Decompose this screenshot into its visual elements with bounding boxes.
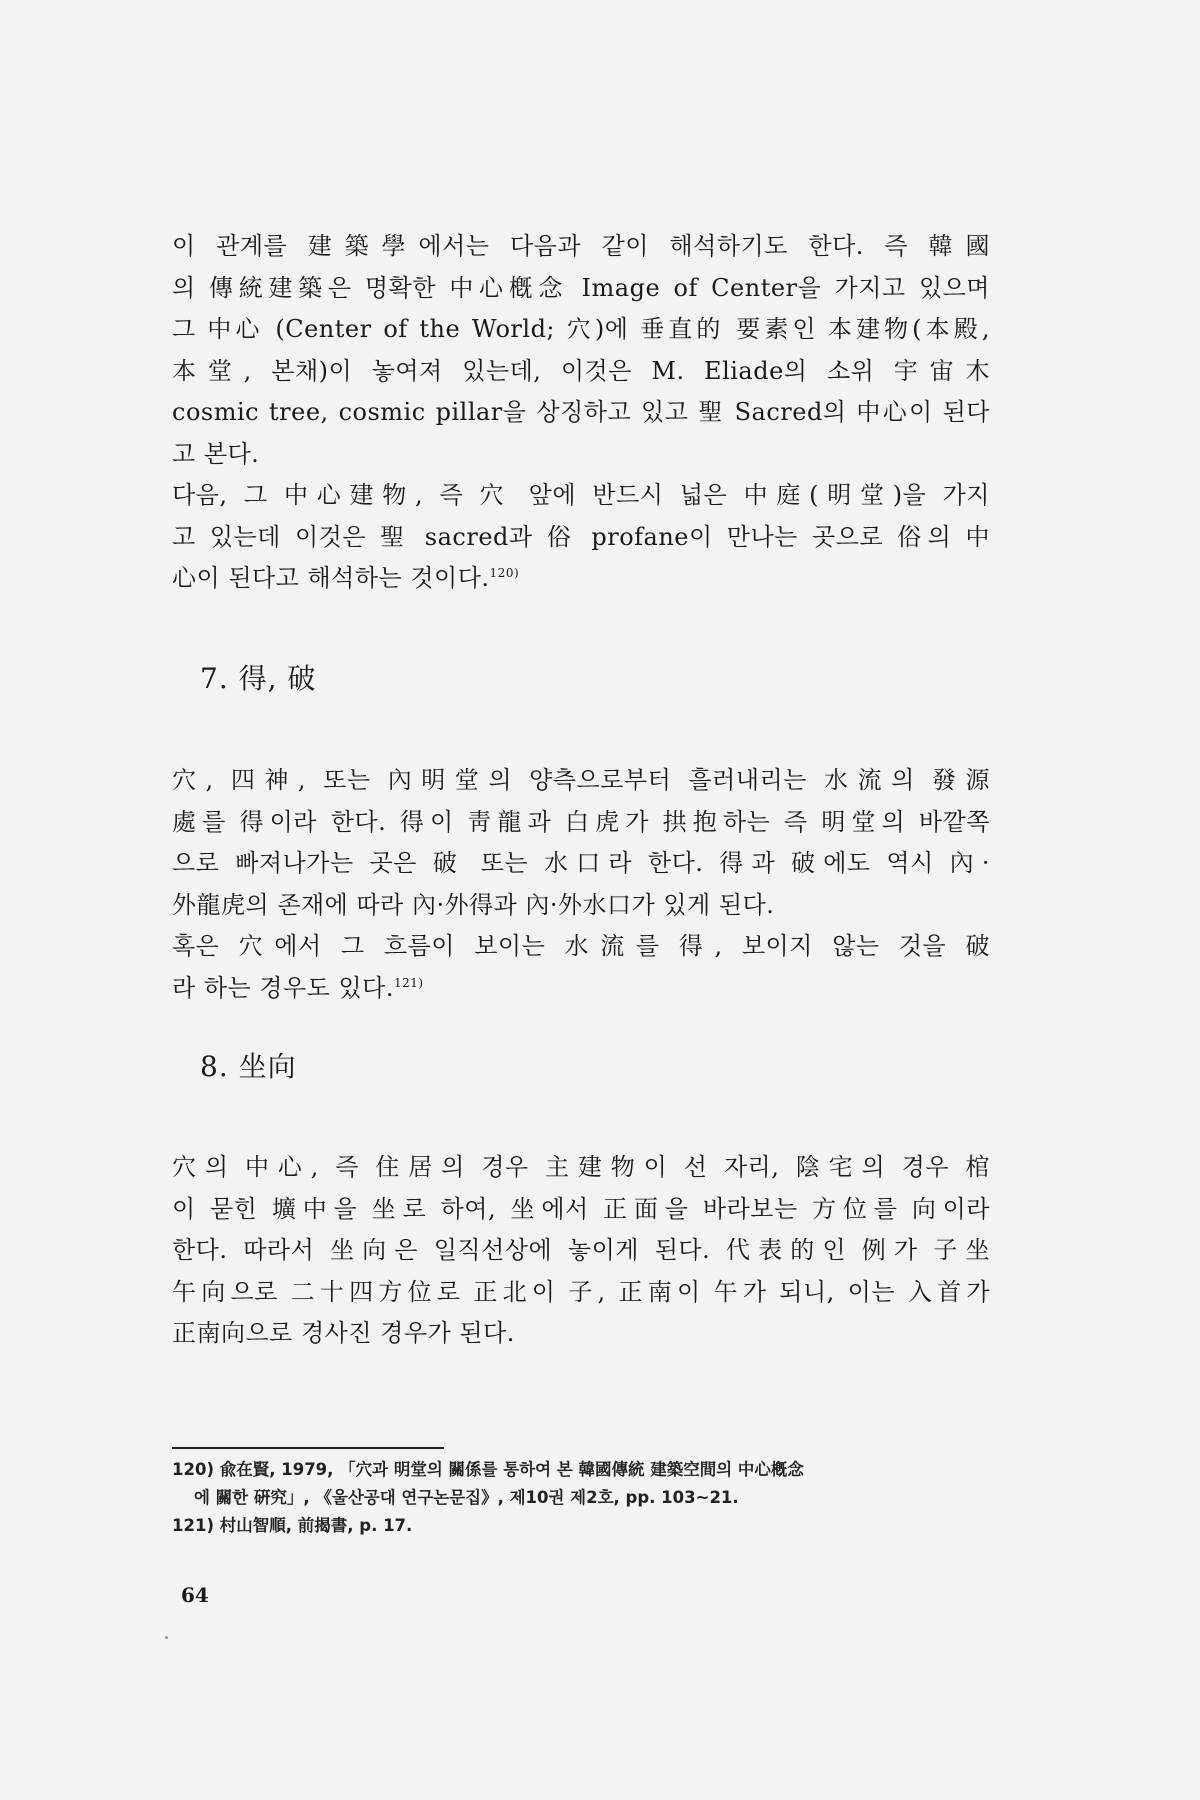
text-line: 라 하는 경우도 있다. bbox=[172, 973, 394, 1002]
footnotes bbox=[172, 1456, 990, 1540]
text-line: 本堂, 본채)이 놓여져 있는데, 이것은 M. Eliade의 소위 宇宙木 bbox=[172, 356, 990, 385]
text-line: 고 본다. bbox=[172, 439, 260, 468]
text-line: 한다. 따라서 坐向은 일직선상에 놓이게 된다. 代表的인 例가 子坐 bbox=[172, 1236, 990, 1264]
text-line: 그 中心 (Center of the World; 穴)에 垂直的 要素인 本建物(本殿, bbox=[172, 315, 990, 343]
text-line: 正南向으로 경사진 경우가 된다. bbox=[172, 1319, 515, 1347]
text-line: 穴, 四神, 또는 內明堂의 양측으로부터 흘러내리는 水流의 發源 bbox=[172, 766, 990, 794]
text-line-with-note bbox=[172, 968, 990, 1010]
paragraph-central-courtyard bbox=[172, 475, 990, 600]
text-line: 心이 된다고 해석하는 것이다. bbox=[172, 564, 490, 592]
text-line: 穴의 中心, 즉 住居의 경우 主建物이 선 자리, 陰宅의 경우 棺 bbox=[172, 1153, 990, 1181]
footnote-121: 121) 村山智順, 前揭書, p. 17. bbox=[172, 1516, 413, 1535]
page-number: 64 bbox=[181, 1583, 209, 1607]
footnote-120: 120) 兪在賢, 1979, 「穴과 明堂의 關係를 통하여 본 韓國傳統 建築空間의 中心槪念 bbox=[172, 1460, 804, 1479]
text-line-with-note bbox=[172, 558, 990, 600]
scan-speck bbox=[165, 1636, 168, 1639]
paragraph-jwa-hyang bbox=[172, 1147, 990, 1355]
section-heading-7: 7. 得, 破 bbox=[200, 662, 317, 695]
text-line: 다음, 그 中心建物, 즉 穴 앞에 반드시 넓은 中庭(明堂)을 가지 bbox=[172, 481, 990, 509]
text-line: 고 있는데 이것은 聖 sacred과 俗 profane이 만나는 곳으로 俗의 中 bbox=[172, 522, 990, 551]
text-line: 午向으로 二十四方位로 正北이 子, 正南이 午가 되니, 이는 入首가 bbox=[172, 1277, 990, 1306]
paragraph-deuk-pa bbox=[172, 760, 990, 926]
text-line: 이 묻힌 壙中을 坐로 하여, 坐에서 正面을 바라보는 方位를 向이라 bbox=[172, 1194, 990, 1223]
text-line: 으로 빠져나가는 곳은 破 또는 水口라 한다. 得과 破에도 역시 內· bbox=[172, 849, 990, 877]
text-line: 이 관계를 建築學에서는 다음과 같이 해석하기도 한다. 즉 韓國 bbox=[172, 232, 990, 260]
paragraph-visible-flow bbox=[172, 926, 990, 1009]
text-line: 의 傳統建築은 명확한 中心槪念 Image of Center을 가지고 있으며 bbox=[172, 273, 990, 302]
footnote-divider bbox=[172, 1447, 444, 1449]
text-line: cosmic tree, cosmic pillar을 상징하고 있고 聖 Sacred의 中心이 된다 bbox=[172, 398, 990, 426]
section-heading-8: 8. 坐向 bbox=[200, 1050, 297, 1083]
paragraph-architecture-interpretation bbox=[172, 226, 990, 475]
text-line: 혹은 穴에서 그 흐름이 보이는 水流를 得, 보이지 않는 것을 破 bbox=[172, 932, 990, 960]
footnote-120-continued: 에 關한 硏究」, 《울산공대 연구논문집》, 제10권 제2호, pp. 103~21. bbox=[194, 1488, 739, 1507]
footnote-reference-120: 120) bbox=[489, 566, 520, 580]
footnote-reference-121: 121) bbox=[394, 975, 424, 990]
text-line: 處를 得이라 한다. 得이 靑龍과 白虎가 拱抱하는 즉 明堂의 바깥쪽 bbox=[172, 807, 990, 836]
text-line: 外龍虎의 존재에 따라 內·外得과 內·外水口가 있게 된다. bbox=[172, 890, 775, 919]
